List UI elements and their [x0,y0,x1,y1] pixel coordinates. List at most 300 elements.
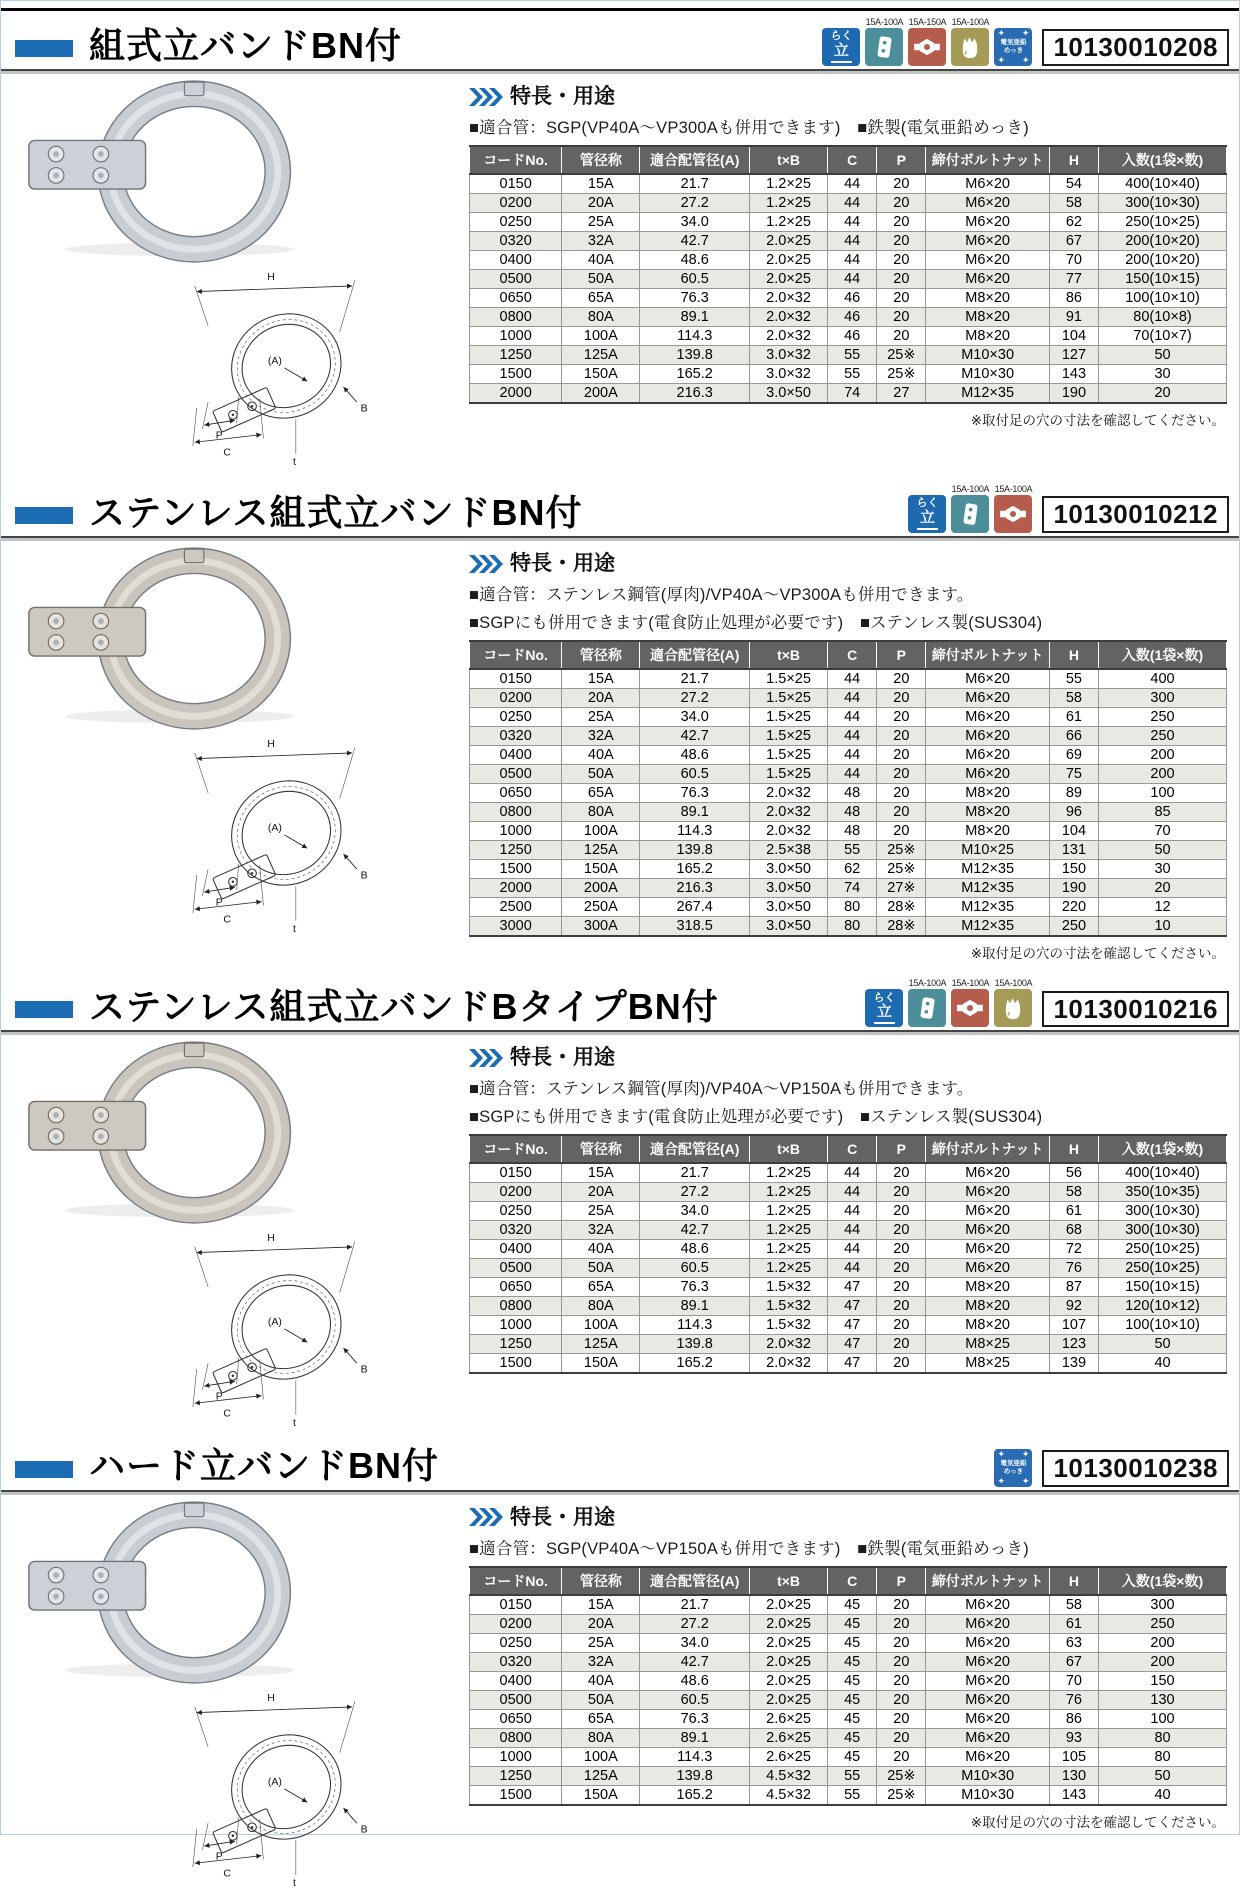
table-cell: 60.5 [640,1259,750,1278]
table-cell: M10×30 [926,346,1049,365]
dim-label-c: C [223,1408,231,1420]
table-cell: M12×35 [926,917,1049,937]
table-row [470,917,1227,937]
column-header: 適合配管径(A) [640,146,750,174]
catalog-icon [822,28,860,66]
table-cell: 44 [828,174,877,194]
table-cell: 20 [877,1652,926,1671]
spec-table-body [470,1163,1227,1373]
spec-table-head [470,1135,1227,1163]
sparkle-glyph: ✦ [1021,55,1030,65]
section-title: 組式立バンドBN付 [89,24,402,66]
section-header [1,1441,1239,1489]
table-cell: 300(10×30) [1099,1221,1227,1240]
table-cell: 47 [828,1316,877,1335]
icon-size-label: 15A-100A [908,978,947,989]
table-cell: 2500 [470,898,562,917]
table-cell: 1250 [470,1766,562,1785]
table-cell: 2.0×25 [750,1652,828,1671]
table-cell: 0500 [470,1259,562,1278]
table-cell: 100A [562,822,640,841]
table-cell: M6×20 [926,213,1049,232]
table-cell: 1.5×25 [750,765,828,784]
table-cell: 72 [1049,1240,1098,1259]
catalog-icon [994,978,1032,1027]
table-cell: 2.6×25 [750,1747,828,1766]
catalog-icon [865,989,903,1027]
table-cell: 44 [828,1259,877,1278]
table-cell: 15A [562,174,640,194]
table-cell: 25※ [877,841,926,860]
table-cell: 250(10×25) [1099,1259,1227,1278]
dim-label-p: P [215,1851,223,1863]
table-row [470,708,1227,727]
table-cell: 1250 [470,346,562,365]
table-cell: 20 [877,689,926,708]
bolt-nut-icon [908,28,946,66]
dim-label-h: H [267,1692,275,1704]
table-cell: 40 [1099,1354,1227,1374]
table-cell: 44 [828,1183,877,1202]
table-cell: 200 [1099,765,1227,784]
column-header: 入数(1袋×数) [1099,146,1227,174]
table-cell: M6×20 [926,1671,1049,1690]
table-cell: 150A [562,860,640,879]
dim-label-b: B [360,403,368,415]
table-cell: 300(10×30) [1099,194,1227,213]
table-cell: 40A [562,746,640,765]
table-row [470,1690,1227,1709]
table-cell: M6×20 [926,727,1049,746]
table-cell: 80A [562,1728,640,1747]
features-heading-row [469,84,1227,109]
table-cell: 0150 [470,1595,562,1615]
table-cell: 54 [1049,174,1098,194]
table-cell: 63 [1049,1633,1098,1652]
column-header: 適合配管径(A) [640,1135,750,1163]
product-code-box [1042,496,1229,533]
table-cell: 130 [1049,1766,1098,1785]
table-cell: 69 [1049,746,1098,765]
table-row [470,327,1227,346]
table-cell: 0200 [470,194,562,213]
table-cell: 300A [562,917,640,937]
table-cell: 216.3 [640,879,750,898]
accent-dash [15,1001,73,1018]
table-cell: 125A [562,841,640,860]
table-cell: 250(10×25) [1099,1240,1227,1259]
section-header-right [865,978,1229,1027]
dim-label-t: t [292,457,296,469]
table-cell: 2.0×25 [750,1690,828,1709]
table-cell: 143 [1049,365,1098,384]
table-cell: 70 [1099,822,1227,841]
column-header: C [828,641,877,669]
table-cell: 100 [1099,784,1227,803]
table-cell: 2.0×25 [750,1633,828,1652]
rakuza-icon-text-bottom: 立 [874,1004,895,1024]
column-header: H [1049,146,1098,174]
table-row [470,365,1227,384]
table-cell: 32A [562,1221,640,1240]
table-cell: 20 [877,1259,926,1278]
icon-row [865,978,1032,1027]
table-row [470,1163,1227,1183]
table-cell: 86 [1049,1709,1098,1728]
rakuza-icon [822,28,860,66]
product-photo [7,1507,469,1682]
features-heading: 特長・用途 [510,552,615,575]
product-section [1,480,1239,966]
column-header: C [828,1135,877,1163]
spec-table [469,1134,1227,1374]
table-cell: 200A [562,879,640,898]
table-cell: M6×20 [926,689,1049,708]
table-cell: 44 [828,251,877,270]
table-cell: 45 [828,1690,877,1709]
table-cell: 250 [1099,708,1227,727]
table-cell: 70 [1049,1671,1098,1690]
table-cell: M8×20 [926,308,1049,327]
dim-label-a: (A) [267,823,282,835]
header-row [470,1567,1227,1595]
spec-table-body [470,1595,1227,1805]
table-cell: 20 [877,194,926,213]
table-cell: 165.2 [640,1785,750,1805]
table-cell: 165.2 [640,860,750,879]
table-cell: 1.2×25 [750,1259,828,1278]
table-cell: 20 [877,784,926,803]
table-cell: M6×20 [926,1595,1049,1615]
table-row [470,879,1227,898]
table-cell: 61 [1049,708,1098,727]
table-cell: 20 [877,1335,926,1354]
table-footnote: ※取付足の穴の寸法を確認してください。 [970,1814,1225,1830]
table-cell: 0250 [470,708,562,727]
catalog-icon [908,17,946,66]
table-cell: 350(10×35) [1099,1183,1227,1202]
table-cell: 76.3 [640,1709,750,1728]
table-cell: 2.0×32 [750,1335,828,1354]
table-cell: 62 [828,860,877,879]
table-cell: 3.0×50 [750,879,828,898]
column-header: 入数(1袋×数) [1099,641,1227,669]
table-cell: 20 [877,1278,926,1297]
table-row [470,727,1227,746]
catalog-icon [908,495,946,533]
column-header: コードNo. [470,1567,562,1595]
table-cell: 89.1 [640,1297,750,1316]
table-cell: 80 [828,898,877,917]
table-row [470,1202,1227,1221]
table-cell: M10×30 [926,1766,1049,1785]
table-cell: M6×20 [926,1183,1049,1202]
table-cell: 55 [1049,669,1098,689]
table-cell: 20 [877,803,926,822]
table-row [470,194,1227,213]
table-cell: 44 [828,1202,877,1221]
table-cell: 4.5×32 [750,1785,828,1805]
feature-lines [469,114,1227,138]
table-cell: M6×20 [926,270,1049,289]
table-cell: M8×20 [926,327,1049,346]
table-cell: 30 [1099,860,1227,879]
zinc-icon-text: 電気亜鉛めっき [1000,39,1027,54]
column-header: 入数(1袋×数) [1099,1135,1227,1163]
table-cell: 61 [1049,1202,1098,1221]
dim-label-h: H [267,739,275,751]
dimension-drawing [7,1224,469,1429]
table-cell: 1.2×25 [750,1183,828,1202]
table-cell: M6×20 [926,1747,1049,1766]
table-cell: 0400 [470,1240,562,1259]
table-cell: 2.0×32 [750,289,828,308]
table-cell: 85 [1099,803,1227,822]
table-row [470,1595,1227,1615]
spec-table-head [470,1567,1227,1595]
table-cell: 67 [1049,232,1098,251]
section-content [469,1041,1227,1429]
table-cell: 20 [877,1163,926,1183]
table-cell: 0800 [470,308,562,327]
dim-label-a: (A) [267,356,282,368]
column-header: 管径称 [562,146,640,174]
table-cell: M6×20 [926,1163,1049,1183]
table-row [470,1709,1227,1728]
table-cell: 25※ [877,365,926,384]
icon-row [822,17,1032,66]
poly-bag-icon [994,989,1032,1027]
table-cell: 114.3 [640,1316,750,1335]
table-cell: 250A [562,898,640,917]
table-cell: 2.0×32 [750,308,828,327]
table-row [470,822,1227,841]
table-cell: 47 [828,1354,877,1374]
table-cell: 40A [562,1671,640,1690]
table-cell: 200(10×20) [1099,232,1227,251]
table-cell: 80 [1099,1728,1227,1747]
table-cell: 200A [562,384,640,404]
band-plate-icon [865,28,903,66]
table-row [470,213,1227,232]
column-header: H [1049,641,1098,669]
section-title: ハード立バンドBN付 [89,1445,439,1487]
table-cell: 150(10×15) [1099,1278,1227,1297]
column-header: 管径称 [562,641,640,669]
table-row [470,1785,1227,1805]
table-cell: 100 [1099,1709,1227,1728]
feature-lines [469,581,1227,633]
spec-table-body [470,174,1227,403]
section-body [1,1035,1239,1433]
table-cell: M12×35 [926,860,1049,879]
table-cell: M6×20 [926,232,1049,251]
product-photo [7,553,469,728]
table-cell: M8×25 [926,1335,1049,1354]
table-cell: 20 [877,1747,926,1766]
table-cell: 100A [562,327,640,346]
header-row [470,146,1227,174]
table-cell: 2.0×25 [750,1614,828,1633]
table-row [470,1614,1227,1633]
table-cell: 2.0×25 [750,270,828,289]
column-header: P [877,146,926,174]
dim-label-a: (A) [267,1776,282,1788]
table-cell: 44 [828,1163,877,1183]
table-cell: 100(10×10) [1099,1316,1227,1335]
table-cell: 50 [1099,1335,1227,1354]
table-cell: 250(10×25) [1099,213,1227,232]
column-header: H [1049,1135,1098,1163]
table-cell: 28※ [877,898,926,917]
table-cell: 50A [562,1690,640,1709]
table-cell: 165.2 [640,365,750,384]
table-cell: 76.3 [640,1278,750,1297]
sections [1,13,1239,1893]
table-cell: 2.0×25 [750,251,828,270]
table-cell: 100A [562,1747,640,1766]
table-cell: 61 [1049,1614,1098,1633]
icon-size-label: 15A-100A [994,484,1033,494]
column-header: P [877,1135,926,1163]
rakuza-icon-text-bottom: 立 [917,510,938,530]
spec-table-head [470,146,1227,174]
table-cell: M6×20 [926,1652,1049,1671]
table-cell: 0800 [470,803,562,822]
dim-label-c: C [223,1868,231,1880]
table-cell: 1.2×25 [750,1240,828,1259]
table-cell: 2.0×32 [750,327,828,346]
column-header: 締付ボルトナット [926,1135,1049,1163]
table-cell: 114.3 [640,822,750,841]
table-cell: 45 [828,1614,877,1633]
table-cell: 27※ [877,879,926,898]
table-cell: 125A [562,1335,640,1354]
table-cell: 58 [1049,1595,1098,1615]
table-cell: 0400 [470,1671,562,1690]
table-cell: 200 [1099,1652,1227,1671]
section-header-right [822,17,1229,66]
spec-table [469,145,1227,404]
dim-label-b: B [360,870,368,882]
table-cell: 1000 [470,1316,562,1335]
table-cell: 2.0×25 [750,1671,828,1690]
sparkle-glyph: ✦ [997,1448,1005,1459]
table-cell: 34.0 [640,1202,750,1221]
table-cell: 20 [877,213,926,232]
section-header-right [908,484,1229,533]
table-cell: 44 [828,765,877,784]
table-row [470,1297,1227,1316]
table-cell: M6×20 [926,1259,1049,1278]
table-cell: 55 [828,346,877,365]
catalog-icon [951,484,989,533]
table-row [470,384,1227,404]
table-cell: 25A [562,1633,640,1652]
table-cell: 20 [877,1297,926,1316]
table-cell: 60.5 [640,1690,750,1709]
table-cell: 20 [877,669,926,689]
table-cell: 44 [828,213,877,232]
dim-label-p: P [215,1391,223,1403]
table-cell: 20A [562,1183,640,1202]
rakuza-icon-text-bottom: 立 [831,43,852,63]
table-cell: 1.2×25 [750,1221,828,1240]
table-cell: 400(10×40) [1099,1163,1227,1183]
column-header: t×B [750,641,828,669]
product-code-box [1042,29,1229,66]
section-body [1,1495,1239,1893]
column-header: コードNo. [470,146,562,174]
table-cell: 2000 [470,384,562,404]
table-cell: 1500 [470,365,562,384]
table-cell: 0320 [470,1221,562,1240]
table-cell: 42.7 [640,1652,750,1671]
feature-line: ■適合管：ステンレス鋼管(厚肉)/VP40A〜VP300Aも併用できます。 [469,586,974,605]
table-cell: 32A [562,727,640,746]
table-cell: 66 [1049,727,1098,746]
table-cell: 65A [562,1709,640,1728]
dim-label-t: t [292,924,296,936]
table-cell: M6×20 [926,1202,1049,1221]
catalog-icon [865,17,903,66]
feature-lines [469,1535,1227,1559]
table-cell: 127 [1049,346,1098,365]
table-cell: 105 [1049,1747,1098,1766]
spec-table-body [470,669,1227,936]
icon-row [908,484,1032,533]
icon-size-label: 15A-100A [951,17,990,27]
table-cell: 80(10×8) [1099,308,1227,327]
table-cell: 216.3 [640,384,750,404]
column-header: コードNo. [470,641,562,669]
product-code: 10130010238 [1053,1452,1218,1483]
features-heading: 特長・用途 [510,1505,615,1529]
catalog-icon [994,28,1032,66]
table-cell: 1500 [470,1354,562,1374]
table-cell: 48.6 [640,251,750,270]
table-cell: 0800 [470,1728,562,1747]
table-cell: 27.2 [640,1614,750,1633]
table-cell: M6×20 [926,1614,1049,1633]
table-cell: 125A [562,346,640,365]
table-cell: 76 [1049,1259,1098,1278]
table-cell: 300(10×30) [1099,1202,1227,1221]
table-cell: M6×20 [926,1709,1049,1728]
table-cell: 200 [1099,746,1227,765]
table-cell: 70(10×7) [1099,327,1227,346]
dim-label-t: t [292,1877,296,1889]
product-code-box [1042,1450,1229,1487]
table-cell: 0320 [470,1652,562,1671]
icon-row [994,1449,1032,1487]
section-content [469,1501,1227,1889]
table-cell: 2.0×25 [750,1595,828,1615]
table-cell: 200 [1099,1633,1227,1652]
table-cell: 20 [877,822,926,841]
table-cell: 86 [1049,289,1098,308]
table-cell: 44 [828,708,877,727]
table-cell: 80A [562,1297,640,1316]
table-cell: 45 [828,1595,877,1615]
table-cell: 40A [562,1240,640,1259]
table-cell: 34.0 [640,213,750,232]
table-cell: 20 [877,1633,926,1652]
table-row [470,270,1227,289]
table-cell: 250 [1049,917,1098,937]
table-cell: 45 [828,1652,877,1671]
table-row [470,232,1227,251]
